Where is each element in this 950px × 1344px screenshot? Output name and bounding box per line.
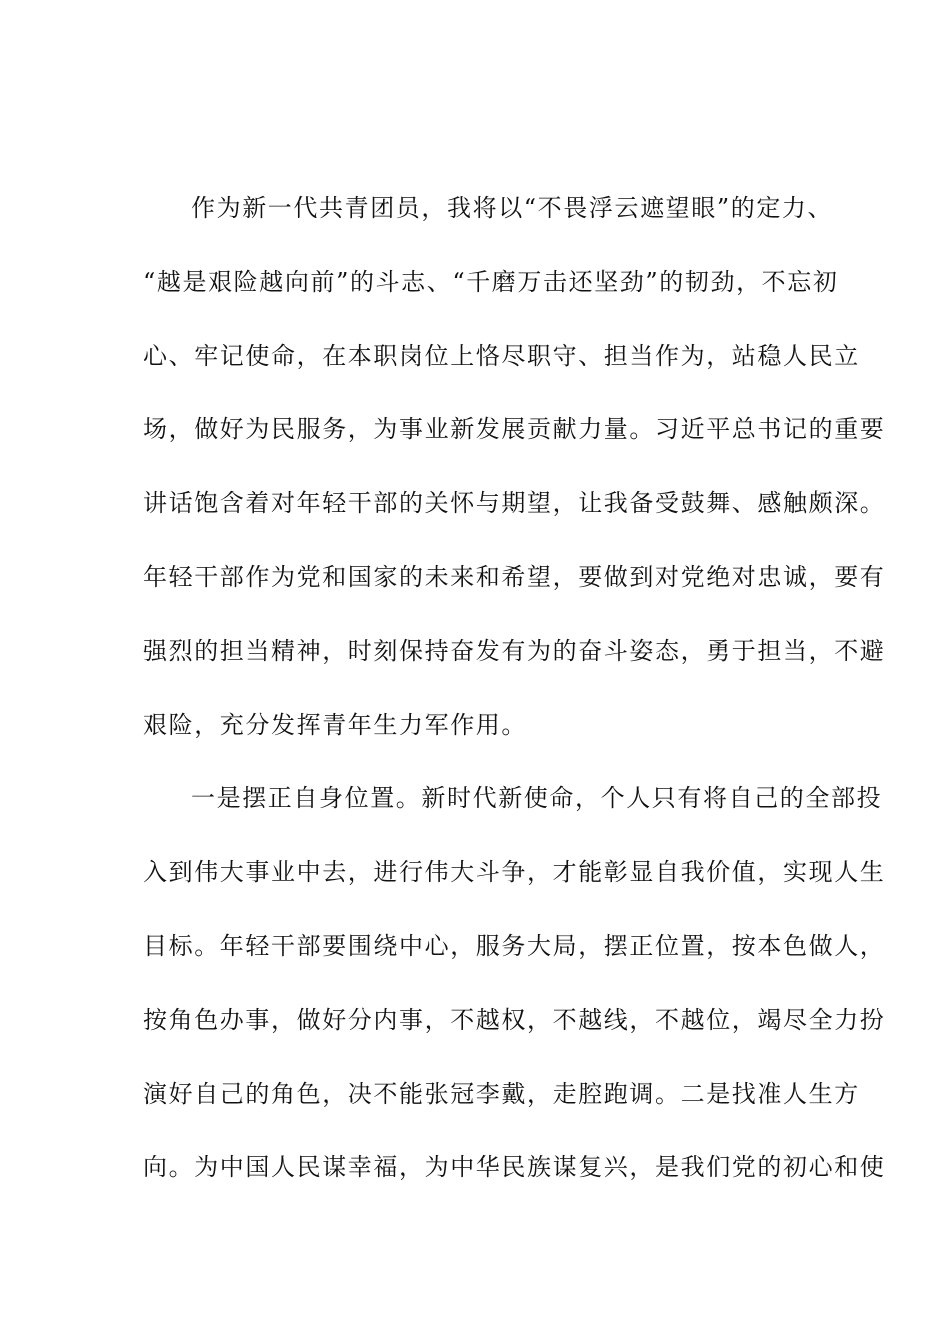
paragraph-1-line-2: “越是艰险越向前”的斗志、“千磨万击还坚劲”的韧劲，不忘初 [143, 267, 839, 296]
paragraph-2-line-1: 一是摆正自身位置。新时代新使命，个人只有将自己的全部投 [191, 784, 883, 813]
paragraph-2-line-6: 向。为中国人民谋幸福，为中华民族谋复兴，是我们党的初心和使 [143, 1153, 886, 1182]
paragraph-1-line-7: 强烈的担当精神，时刻保持奋发有为的奋斗姿态，勇于担当，不避 [143, 636, 886, 665]
paragraph-2-line-3: 目标。年轻干部要围绕中心，服务大局，摆正位置，按本色做人， [143, 931, 886, 960]
paragraph-1-line-1: 作为新一代共青团员，我将以“不畏浮云遮望眼”的定力、 [191, 194, 834, 222]
paragraph-2-line-5: 演好自己的角色，决不能张冠李戴，走腔跑调。二是找准人生方 [143, 1079, 860, 1108]
paragraph-2-line-4: 按角色办事，做好分内事，不越权，不越线，不越位，竭尽全力扮 [143, 1005, 886, 1034]
paragraph-1-line-6: 年轻干部作为党和国家的未来和希望，要做到对党绝对忠诚，要有 [143, 562, 886, 591]
paragraph-1-line-4: 场，做好为民服务，为事业新发展贡献力量。习近平总书记的重要 [143, 415, 886, 444]
paragraph-1-line-3: 心、牢记使命，在本职岗位上恪尽职守、担当作为，站稳人民立 [143, 341, 860, 370]
document-body [143, 172, 886, 1205]
paragraph-1-line-5: 讲话饱含着对年轻干部的关怀与期望，让我备受鼓舞、感触颇深。 [143, 489, 886, 518]
paragraph-2-line-2: 入到伟大事业中去，进行伟大斗争，才能彰显自我价值，实现人生 [143, 858, 886, 887]
paragraph-1-line-8: 艰险，充分发挥青年生力军作用。 [143, 710, 527, 739]
